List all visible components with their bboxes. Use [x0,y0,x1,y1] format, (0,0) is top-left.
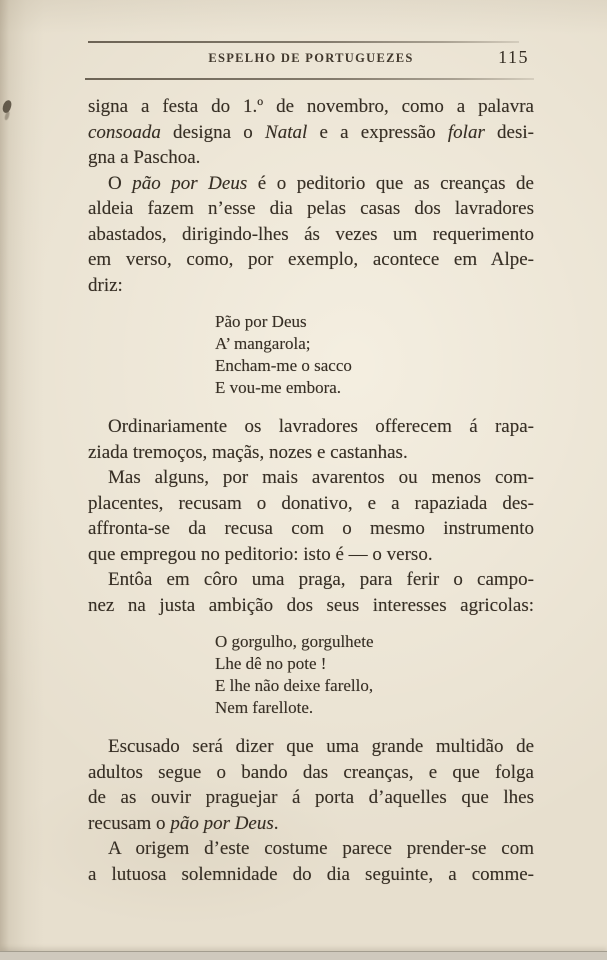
page-body [88,94,534,887]
header-row [88,47,534,67]
verse-stanza [215,311,534,399]
verse-line: E lhe não deixe farello, [215,676,374,695]
verse-line: E vou-me embora. [215,378,342,397]
text-line: em verso, como, por exemplo, acontece em Alpe- [88,249,534,270]
paragraph [88,94,534,171]
text-line: a lutuosa solemnidade do dia seguinte, a comme- [88,863,534,885]
text-line: abastados, dirigindo-lhes ás vezes um requerimento [88,223,534,245]
text-line: Ordinariamente os lavradores offerecem á rapa- [108,416,534,437]
text-line: Mas alguns, por mais avarentos ou menos com- [108,467,534,488]
verse-line: Nem farellote. [215,698,314,717]
text-line: que empregou no peditorio: isto é — o verso. [88,543,433,565]
text-line: Entôa em côro uma praga, para ferir o campo- [108,569,534,590]
paragraph [88,836,534,887]
verse-line: Lhe dê no pote ! [215,654,327,673]
page-bottom-edge [0,951,607,960]
text-line: A origem d’este costume parece prender-se com [108,838,534,859]
paragraph [88,734,534,836]
text-line: consoada designa o Natal e a expressão folar desi- [88,121,534,143]
text-line: Escusado será dizer que uma grande multidão de [108,736,534,757]
text-line: placentes, recusam o donativo, e a rapaziada des- [88,492,534,514]
verse-line: O gorgulho, gorgulhete [215,632,374,651]
paragraph [88,414,534,465]
text-line: signa a festa do 1.º de novembro, como a palavra [88,96,534,117]
header-rule-top [88,41,519,43]
verse-line: Pão por Deus [215,312,307,331]
verse-stanza [215,631,534,719]
page-number: 115 [498,47,529,67]
text-line: aldeia fazem n’esse dia pelas casas dos lavradores [88,198,534,219]
paper-blemish [2,99,13,113]
text-line: driz: [88,274,123,296]
verse-line: A’ mangarola; [215,334,311,353]
text-line: O pão por Deus é o peditorio que as creanças de [108,172,534,194]
paragraph [88,567,534,618]
text-line: de as ouvir praguejar á porta d’aquelles que lhes [88,787,534,808]
text-line: gna a Paschoa. [88,147,201,168]
paragraph [88,171,534,299]
verse-line: Encham-me o sacco [215,356,352,375]
header-rule-bottom [85,78,534,80]
text-line: affronta-se da recusa com o mesmo instrumento [88,518,534,539]
text-line: nez na justa ambição dos seus interesses agricolas: [88,594,534,616]
paragraph [88,465,534,567]
running-title: ESPELHO DE PORTUGUEZES [208,51,414,65]
text-line: ziada tremoços, maçãs, nozes e castanhas. [88,441,408,463]
text-line: adultos segue o bando das creanças, e que folga [88,761,534,783]
text-line: recusam o pão por Deus. [88,812,279,834]
